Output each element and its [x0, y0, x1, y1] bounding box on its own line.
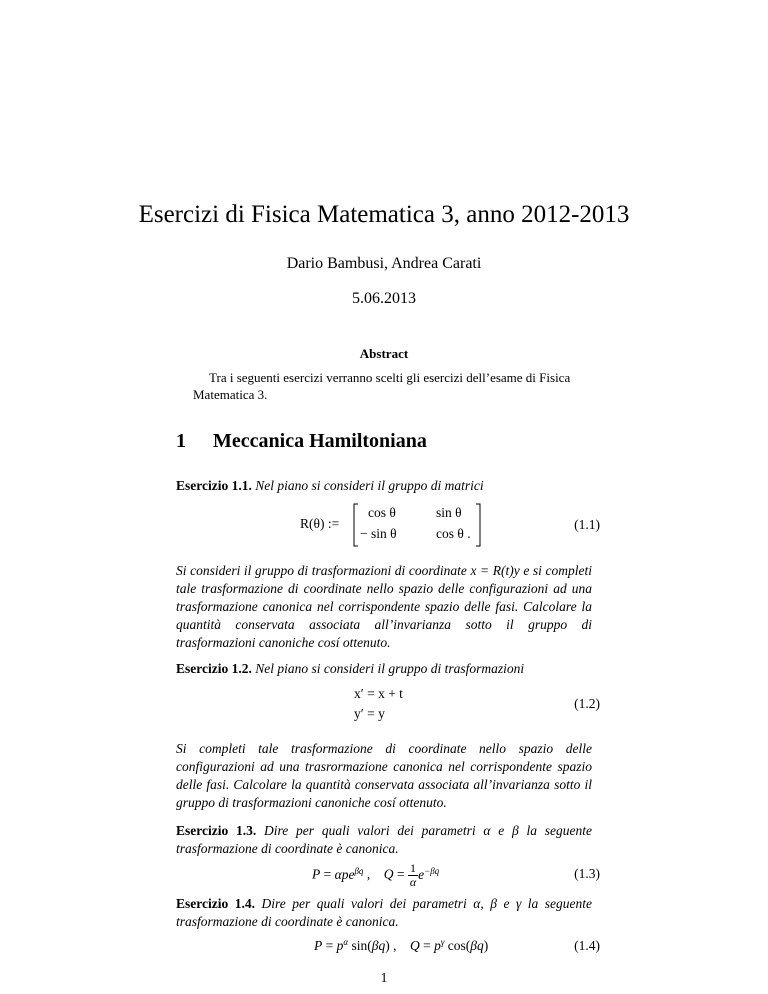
equation-line: y′ = y [354, 706, 385, 721]
exercise-1-4-intro [176, 895, 592, 931]
matrix-cell-21: − sin θ [360, 526, 397, 541]
authors: Dario Bambusi, Andrea Carati [286, 255, 482, 272]
matrix-lhs: R(θ) := [300, 516, 340, 531]
date: 5.06.2013 [352, 290, 416, 307]
matrix-cell-11: cos θ [368, 505, 396, 520]
exercise-label: Esercizio 1.1. [176, 478, 252, 493]
exercise-intro-text: Dire per quali valori dei parametri α, β e γ la seguente trasformazione di coordinate è canonica. [176, 896, 593, 929]
exercise-1-2-body: Si completi tale trasformazione di coordinate nello spazio delle configurazioni ad una trasrormazione canonica nel corrispondente spazio delle fasi. Calcolare la quantità conservata associata all’invarianza sotto il gruppo di trasformazioni canoniche cosí ottenuto. [176, 741, 592, 810]
exercise-label: Esercizio 1.4. [176, 896, 255, 911]
section-number: 1 [176, 430, 186, 452]
exercise-intro-text: Nel piano si consideri il gruppo di matrici [255, 478, 484, 493]
exercise-1-3-intro [176, 822, 592, 858]
equation-1-1 [300, 500, 500, 550]
paper-title: Esercizi di Fisica Matematica 3, anno 2012-2013 [138, 201, 630, 228]
abstract-text: Tra i seguenti esercizi verranno scelti gli esercizi dell’esame di Fisica Matematica 3. [193, 370, 571, 402]
equation-number: (1.4) [574, 938, 600, 953]
exercise-1-1-body: Si consideri il gruppo di trasformazioni di coordinate x = R(t)y e si completi tale trasformazione di coordinate nello spazio delle configurazioni ad una trasformazione canonica nel corrispondente spazio delle fasi. Calcolare la quantità conservata associata all’invarianza sotto il gruppo di trasformazioni canoniche cosí ottenuto. [176, 563, 592, 650]
matrix-cell-22: cos θ . [436, 526, 471, 541]
exercise-1-2-intro [176, 660, 592, 678]
exercise-intro-text: Dire per quali valori dei parametri α e β la seguente trasformazione di coordinate è canonica. [176, 823, 593, 856]
equation-number: (1.3) [574, 866, 600, 881]
exercise-label: Esercizio 1.2. [176, 661, 252, 676]
matrix-cell-12: sin θ [436, 505, 462, 520]
equation-line: x′ = x + t [354, 686, 403, 701]
equation-number: (1.1) [574, 517, 600, 532]
equation-number: (1.2) [574, 696, 600, 711]
exercise-label: Esercizio 1.3. [176, 823, 257, 838]
equation-1-3: P = αpe$^{\beta q}$ , Q = $\frac{1}{\alpha}$ $e^{-\beta q}$ [312, 861, 440, 889]
abstract-heading: Abstract [359, 346, 409, 361]
exercise-intro-text: Nel piano si consideri il gruppo di trasformazioni [255, 661, 525, 676]
exercise-1-1-intro [176, 477, 592, 495]
equation-1-4: $P = p^\alpha$ sin(βq) , $Q = p^\gamma$ cos(βq) [314, 937, 489, 953]
section-title: Meccanica Hamiltoniana [213, 430, 427, 452]
page-number: 1 [380, 970, 388, 985]
